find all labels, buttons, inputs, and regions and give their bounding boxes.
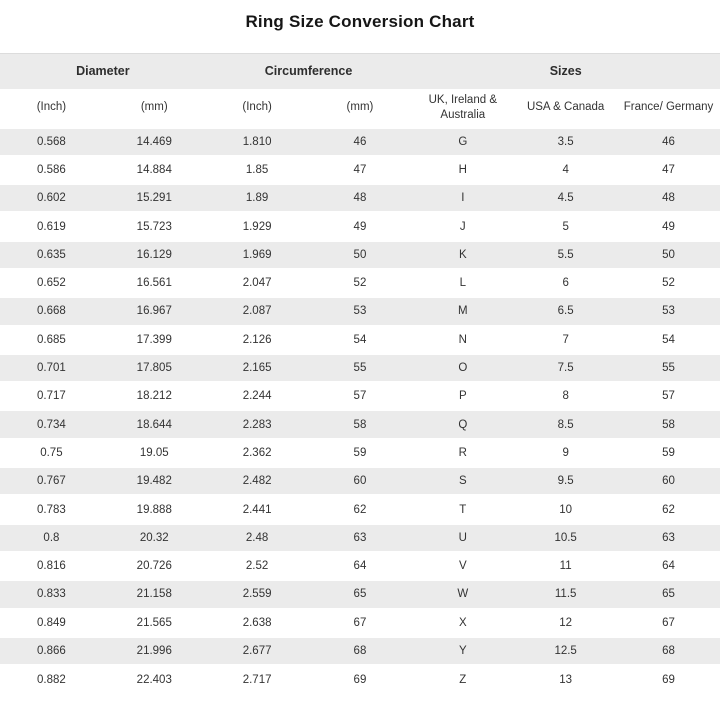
- table-row: [0, 495, 720, 523]
- cell-size-usa-canada: 7: [562, 333, 569, 346]
- cell-circumference-inch: 1.810: [242, 135, 272, 148]
- table-header: [0, 54, 720, 128]
- table-row: [0, 326, 720, 354]
- table-row: [0, 439, 720, 467]
- cell-diameter-inch: 0.568: [37, 135, 66, 148]
- cell-size-uk-ireland-australia: O: [458, 362, 468, 375]
- cell-diameter-mm: 17.399: [136, 333, 172, 346]
- cell-size-france-germany: 69: [662, 673, 675, 686]
- column-header-uk-ireland-australia: UK, Ireland & Australia: [428, 93, 497, 121]
- column-header-france-germany: France/ Germany: [623, 101, 714, 114]
- column-header-circumference-mm: (mm): [346, 101, 374, 114]
- cell-diameter-inch: 0.717: [37, 390, 66, 403]
- cell-diameter-mm: 16.129: [136, 248, 172, 261]
- cell-size-france-germany: 68: [662, 644, 675, 657]
- cell-size-usa-canada: 5.5: [557, 248, 574, 261]
- cell-size-france-germany: 46: [662, 135, 675, 148]
- cell-circumference-mm: 64: [353, 560, 367, 573]
- cell-diameter-mm: 17.805: [136, 362, 172, 375]
- cell-circumference-inch: 2.638: [242, 616, 272, 629]
- cell-size-france-germany: 63: [662, 531, 675, 544]
- cell-circumference-mm: 49: [353, 220, 367, 233]
- group-header-circumference: Circumference: [264, 64, 353, 79]
- table-row: [0, 354, 720, 382]
- table-row: [0, 467, 720, 495]
- cell-size-france-germany: 65: [662, 588, 675, 601]
- cell-size-usa-canada: 11.5: [554, 588, 577, 601]
- table-row: [0, 269, 720, 297]
- table-row: [0, 382, 720, 410]
- cell-circumference-mm: 59: [353, 446, 367, 459]
- cell-circumference-inch: 2.717: [242, 673, 272, 686]
- cell-size-uk-ireland-australia: T: [459, 503, 467, 516]
- cell-diameter-inch: 0.685: [37, 333, 66, 346]
- cell-size-france-germany: 47: [662, 163, 675, 176]
- cell-size-uk-ireland-australia: Y: [458, 644, 467, 657]
- cell-size-france-germany: 49: [662, 220, 675, 233]
- cell-size-uk-ireland-australia: P: [458, 390, 467, 403]
- cell-size-usa-canada: 8.5: [557, 418, 574, 431]
- cell-size-uk-ireland-australia: L: [459, 277, 466, 290]
- cell-diameter-mm: 19.888: [136, 503, 172, 516]
- group-header-sizes: Sizes: [549, 64, 582, 79]
- cell-size-uk-ireland-australia: I: [461, 192, 465, 205]
- cell-size-uk-ireland-australia: J: [459, 220, 466, 233]
- cell-size-france-germany: 62: [662, 503, 675, 516]
- cell-diameter-inch: 0.619: [37, 220, 66, 233]
- table-body: [0, 128, 720, 694]
- cell-size-uk-ireland-australia: X: [458, 616, 467, 629]
- cell-size-france-germany: 52: [662, 277, 675, 290]
- cell-circumference-mm: 52: [353, 277, 367, 290]
- cell-size-usa-canada: 10.5: [554, 531, 577, 544]
- cell-circumference-inch: 2.087: [242, 305, 272, 318]
- cell-diameter-inch: 0.668: [37, 305, 66, 318]
- cell-circumference-mm: 48: [353, 192, 367, 205]
- cell-diameter-inch: 0.767: [37, 475, 66, 488]
- table-row: [0, 156, 720, 184]
- ring-size-table: [0, 53, 720, 693]
- cell-diameter-inch: 0.602: [37, 192, 66, 205]
- cell-size-uk-ireland-australia: U: [458, 531, 467, 544]
- cell-circumference-inch: 2.283: [242, 418, 272, 431]
- cell-circumference-mm: 46: [353, 135, 367, 148]
- cell-circumference-inch: 2.559: [242, 588, 272, 601]
- cell-circumference-inch: 1.929: [242, 220, 272, 233]
- cell-diameter-inch: 0.849: [37, 616, 66, 629]
- cell-circumference-inch: 2.244: [242, 390, 272, 403]
- cell-size-usa-canada: 4: [562, 163, 569, 176]
- cell-size-france-germany: 60: [662, 475, 675, 488]
- cell-diameter-mm: 21.158: [136, 588, 172, 601]
- table-row: [0, 552, 720, 580]
- cell-diameter-mm: 21.565: [136, 616, 172, 629]
- cell-size-france-germany: 58: [662, 418, 675, 431]
- cell-size-uk-ireland-australia: N: [458, 333, 467, 346]
- cell-size-uk-ireland-australia: W: [457, 588, 469, 601]
- cell-size-france-germany: 48: [662, 192, 675, 205]
- cell-circumference-mm: 47: [353, 163, 367, 176]
- column-header-usa-canada: USA & Canada: [526, 101, 605, 114]
- cell-diameter-mm: 22.403: [136, 673, 172, 686]
- cell-circumference-inch: 2.165: [242, 362, 272, 375]
- cell-diameter-mm: 16.561: [136, 277, 172, 290]
- cell-size-usa-canada: 3.5: [557, 135, 574, 148]
- cell-diameter-mm: 19.482: [136, 475, 172, 488]
- cell-circumference-mm: 69: [353, 673, 367, 686]
- cell-diameter-mm: 15.723: [136, 220, 172, 233]
- column-header-circumference-inch: (Inch): [242, 101, 272, 114]
- table-row: [0, 665, 720, 693]
- cell-size-uk-ireland-australia: V: [458, 560, 467, 573]
- cell-size-usa-canada: 6: [562, 277, 569, 290]
- cell-size-uk-ireland-australia: M: [458, 305, 468, 318]
- cell-diameter-inch: 0.8: [43, 531, 60, 544]
- cell-diameter-mm: 18.212: [136, 390, 172, 403]
- cell-diameter-mm: 16.967: [136, 305, 172, 318]
- cell-diameter-inch: 0.701: [37, 362, 66, 375]
- page-title: Ring Size Conversion Chart: [245, 12, 475, 31]
- cell-diameter-inch: 0.833: [37, 588, 66, 601]
- cell-circumference-inch: 2.441: [242, 503, 272, 516]
- cell-size-usa-canada: 10: [559, 503, 573, 516]
- cell-diameter-mm: 19.05: [139, 446, 169, 459]
- cell-circumference-inch: 2.48: [245, 531, 269, 544]
- cell-circumference-mm: 50: [353, 248, 367, 261]
- cell-size-france-germany: 59: [662, 446, 675, 459]
- cell-circumference-inch: 2.362: [242, 446, 272, 459]
- table-row: [0, 609, 720, 637]
- cell-circumference-mm: 65: [353, 588, 367, 601]
- table-row: [0, 580, 720, 608]
- cell-circumference-mm: 60: [353, 475, 367, 488]
- cell-size-uk-ireland-australia: Q: [458, 418, 468, 431]
- cell-circumference-inch: 2.047: [242, 277, 272, 290]
- cell-diameter-inch: 0.586: [37, 163, 66, 176]
- cell-size-uk-ireland-australia: Z: [459, 673, 467, 686]
- cell-circumference-mm: 68: [353, 644, 367, 657]
- cell-diameter-inch: 0.882: [37, 673, 66, 686]
- cell-size-usa-canada: 12.5: [554, 644, 577, 657]
- cell-size-france-germany: 53: [662, 305, 675, 318]
- cell-diameter-inch: 0.783: [37, 503, 66, 516]
- cell-size-uk-ireland-australia: H: [458, 163, 467, 176]
- cell-size-usa-canada: 13: [559, 673, 573, 686]
- cell-size-usa-canada: 5: [562, 220, 569, 233]
- cell-diameter-inch: 0.816: [37, 560, 66, 573]
- cell-size-usa-canada: 8: [562, 390, 569, 403]
- cell-diameter-mm: 14.884: [136, 163, 172, 176]
- cell-circumference-inch: 2.126: [242, 333, 272, 346]
- cell-size-usa-canada: 11: [559, 560, 572, 573]
- cell-circumference-inch: 1.969: [242, 248, 272, 261]
- group-header-row: [0, 54, 720, 89]
- cell-size-france-germany: 57: [662, 390, 675, 403]
- cell-circumference-inch: 2.677: [242, 644, 272, 657]
- cell-circumference-inch: 1.85: [245, 163, 269, 176]
- cell-size-france-germany: 50: [662, 248, 675, 261]
- cell-size-uk-ireland-australia: G: [458, 135, 468, 148]
- table-row: [0, 410, 720, 438]
- cell-size-usa-canada: 9.5: [557, 475, 574, 488]
- cell-diameter-mm: 20.32: [139, 531, 169, 544]
- cell-circumference-mm: 63: [353, 531, 367, 544]
- cell-size-france-germany: 55: [662, 362, 675, 375]
- cell-diameter-inch: 0.75: [40, 446, 63, 459]
- cell-circumference-mm: 57: [353, 390, 367, 403]
- cell-circumference-inch: 2.482: [242, 475, 272, 488]
- table-row: [0, 524, 720, 552]
- table-row: [0, 297, 720, 325]
- group-header-diameter: Diameter: [76, 64, 130, 79]
- cell-diameter-inch: 0.635: [37, 248, 66, 261]
- column-header-diameter-mm: (mm): [140, 101, 168, 114]
- cell-diameter-inch: 0.652: [37, 277, 66, 290]
- column-header-diameter-inch: (Inch): [36, 101, 67, 114]
- table-row: [0, 241, 720, 269]
- cell-size-usa-canada: 4.5: [557, 192, 574, 205]
- cell-size-uk-ireland-australia: K: [458, 248, 467, 261]
- table-row: [0, 184, 720, 212]
- column-header-row: [0, 89, 720, 128]
- cell-size-usa-canada: 6.5: [557, 305, 574, 318]
- cell-size-usa-canada: 9: [562, 446, 569, 459]
- cell-size-uk-ireland-australia: R: [458, 446, 467, 459]
- cell-size-france-germany: 67: [662, 616, 675, 629]
- cell-diameter-inch: 0.734: [37, 418, 66, 431]
- cell-size-france-germany: 64: [662, 560, 675, 573]
- cell-circumference-mm: 58: [353, 418, 367, 431]
- cell-circumference-inch: 1.89: [245, 192, 269, 205]
- table-row: [0, 637, 720, 665]
- cell-diameter-mm: 21.996: [136, 644, 172, 657]
- table-row: [0, 128, 720, 156]
- cell-diameter-inch: 0.866: [37, 644, 66, 657]
- cell-circumference-mm: 55: [353, 362, 367, 375]
- cell-size-usa-canada: 12: [559, 616, 573, 629]
- cell-size-usa-canada: 7.5: [557, 362, 574, 375]
- cell-circumference-mm: 54: [353, 333, 367, 346]
- cell-circumference-mm: 62: [353, 503, 367, 516]
- cell-size-france-germany: 54: [662, 333, 675, 346]
- table-row: [0, 212, 720, 240]
- cell-size-uk-ireland-australia: S: [458, 475, 467, 488]
- cell-diameter-mm: 15.291: [136, 192, 172, 205]
- cell-circumference-mm: 67: [353, 616, 367, 629]
- cell-circumference-inch: 2.52: [245, 560, 269, 573]
- cell-diameter-mm: 18.644: [136, 418, 172, 431]
- cell-circumference-mm: 53: [353, 305, 367, 318]
- cell-diameter-mm: 14.469: [136, 135, 172, 148]
- cell-diameter-mm: 20.726: [136, 560, 172, 573]
